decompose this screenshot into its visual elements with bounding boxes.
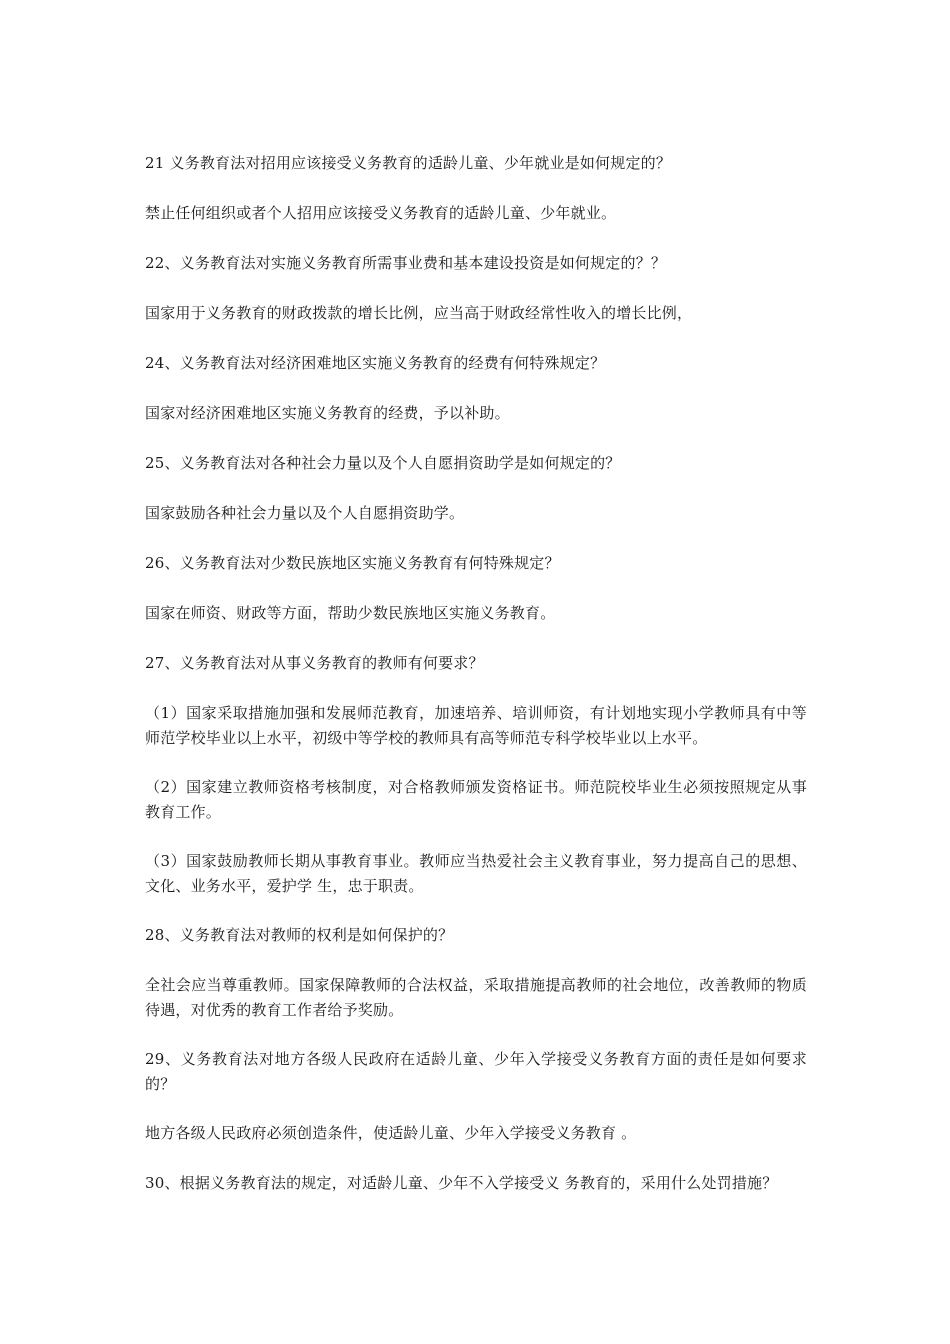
answer-26: 国家在师资、财政等方面，帮助少数民族地区实施义务教育。 (145, 604, 556, 622)
answer-22: 国家用于义务教育的财政拨款的增长比例，应当高于财政经常性收入的增长比例， (145, 304, 693, 322)
answer-27-item-1: （1）国家采取措施加强和发展师范教育，加速培养、培训师资，有计划地实现小学教师具有中等师范学校毕业以上水平，初级中等学校的教师具有高等师范专科学校毕业以上水平。 (145, 704, 807, 747)
question-29: 29、义务教育法对地方各级人民政府在适龄儿童、少年入学接受义务教育方面的责任是如何要求的？ (145, 1050, 807, 1093)
answer-27-item-2: （2）国家建立教师资格考核制度，对合格教师颁发资格证书。师范院校毕业生必须按照规定从事教育工作。 (145, 778, 807, 821)
question-22: 22、义务教育法对实施义务教育所需事业费和基本建设投资是如何规定的？？ (145, 254, 667, 272)
answer-21: 禁止任何组织或者个人招用应该接受义务教育的适龄儿童、少年就业。 (145, 204, 617, 222)
question-28: 28、义务教育法对教师的权利是如何保护的？ (145, 926, 454, 944)
question-27: 27、义务教育法对从事义务教育的教师有何要求？ (145, 654, 484, 672)
question-26: 26、义务教育法对少数民族地区实施义务教育有何特殊规定？ (145, 554, 560, 572)
answer-25: 国家鼓励各种社会力量以及个人自愿捐资助学。 (145, 504, 465, 522)
answer-28: 全社会应当尊重教师。国家保障教师的合法权益，采取措施提高教师的社会地位，改善教师的物质待遇，对优秀的教育工作者给予奖励。 (145, 976, 807, 1019)
question-21: 21 义务教育法对招用应该接受义务教育的适龄儿童、少年就业是如何规定的？ (145, 154, 672, 172)
question-30: 30、根据义务教育法的规定，对适龄儿童、少年不入学接受义 务教育的，采用什么处罚措施？ (145, 1174, 778, 1192)
question-25: 25、义务教育法对各种社会力量以及个人自愿捐资助学是如何规定的？ (145, 454, 621, 472)
answer-24: 国家对经济困难地区实施义务教育的经费，予以补助。 (145, 404, 510, 422)
answer-29: 地方各级人民政府必须创造条件，使适龄儿童、少年入学接受义务教育 。 (145, 1124, 637, 1142)
question-24: 24、义务教育法对经济困难地区实施义务教育的经费有何特殊规定？ (145, 354, 606, 372)
answer-27-item-3: （3）国家鼓励教师长期从事教育事业。教师应当热爱社会主义教育事业，努力提高自己的思想、文化、业务水平，爱护学 生，忠于职责。 (145, 852, 807, 895)
